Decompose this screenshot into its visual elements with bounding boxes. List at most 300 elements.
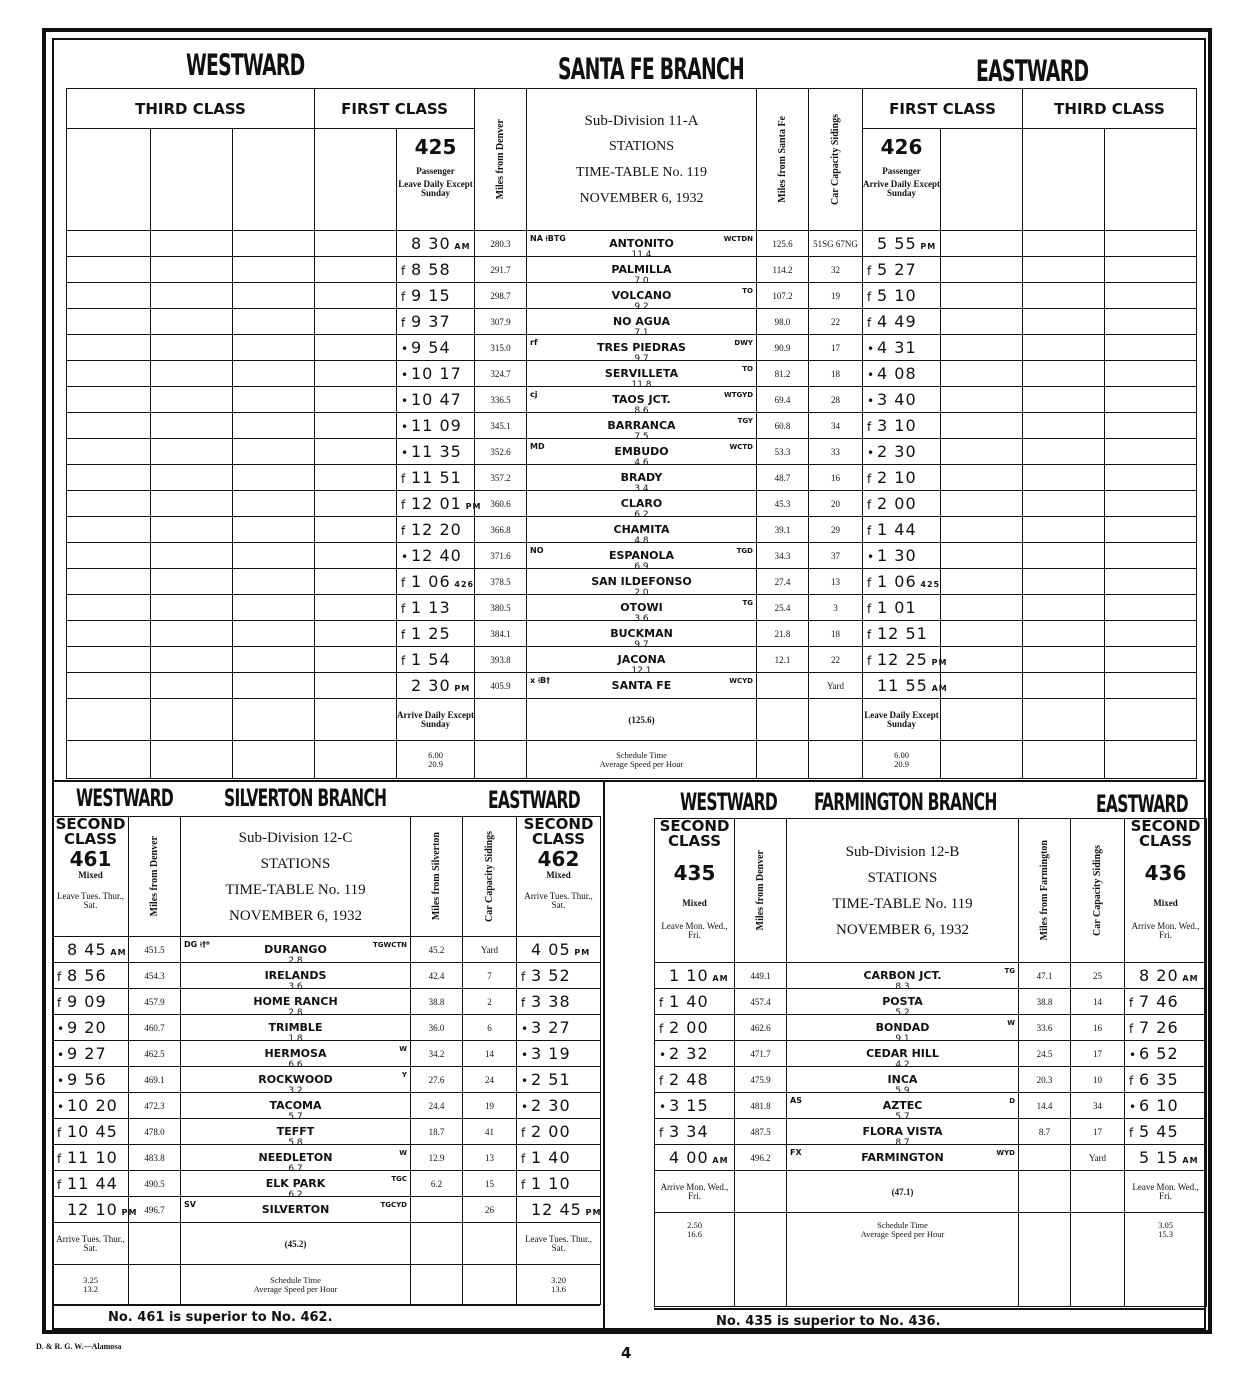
sv-arrive-note: Arrive Tues. Thur., Sat. xyxy=(524,891,593,910)
miles-from-denver: 481.8 xyxy=(735,1093,787,1119)
fm-arrive-footer: Arrive Mon. Wed., Fri. xyxy=(655,1171,735,1213)
table-row xyxy=(655,1067,1207,1093)
sf-subdivision: Sub-Division 11-A xyxy=(584,112,699,129)
santa-fe-title: SANTA FE BRANCH xyxy=(558,52,745,86)
sf-third-class-east: THIRD CLASS xyxy=(1023,89,1197,129)
fm-subdivision: Sub-Division 12-B xyxy=(845,843,960,860)
sf-arrive-note: Arrive Daily Except Sunday xyxy=(863,179,940,198)
siding-capacity: Yard xyxy=(1071,1145,1125,1171)
fm-speed-e: 15.3 xyxy=(1158,1229,1173,1239)
miles-from-santa-fe: 53.3 xyxy=(757,439,809,465)
station-name: OTOWI TG 3.6 xyxy=(527,595,757,621)
eastbound-time-e: 4 05 PM xyxy=(517,937,601,963)
miles-from-silverton xyxy=(411,1197,463,1223)
miles-from-denver: 487.5 xyxy=(735,1119,787,1145)
westbound-time-w: 8 30 AM xyxy=(397,231,475,257)
fm-leave-footer: Leave Mon. Wed., Fri. xyxy=(1125,1171,1207,1213)
westbound-time-w: • 9 27 xyxy=(53,1041,129,1067)
siding-capacity: 22 xyxy=(809,309,863,335)
sv-second-class-w: SECOND CLASS xyxy=(55,815,126,848)
sv-capacity-header: Car Capacity Sidings xyxy=(484,831,495,922)
miles-from-denver: 371.6 xyxy=(475,543,527,569)
siding-capacity: 34 xyxy=(1071,1093,1125,1119)
westbound-time-w: f 9 37 xyxy=(397,309,475,335)
station-name: NA ⟊BTG ANTONITO WCTDN 11.4 xyxy=(527,231,757,257)
westbound-time-w: f 1 13 xyxy=(397,595,475,621)
siding-capacity: 17 xyxy=(1071,1119,1125,1145)
station-name: VOLCANO TO 9.2 xyxy=(527,283,757,309)
miles-from-santa-fe: 45.3 xyxy=(757,491,809,517)
section-divider xyxy=(52,780,1206,782)
miles-from-santa-fe: 48.7 xyxy=(757,465,809,491)
station-name: MD EMBUDO WCTD 4.6 xyxy=(527,439,757,465)
station-name: BRADY 3.4 xyxy=(527,465,757,491)
eastbound-time-e: f 3 10 xyxy=(863,413,941,439)
siding-capacity: 18 xyxy=(809,621,863,647)
station-name: rf TRES PIEDRAS DWY 9.7 xyxy=(527,335,757,361)
miles-from-farmington: 8.7 xyxy=(1019,1119,1071,1145)
fm-capacity-header: Car Capacity Sidings xyxy=(1092,845,1103,936)
miles-from-santa-fe: 21.8 xyxy=(757,621,809,647)
sf-schedule-e: 6.00 xyxy=(894,749,909,760)
fm-leave-note: Leave Mon. Wed., Fri. xyxy=(661,921,728,940)
sf-speed-e: 20.9 xyxy=(894,758,909,769)
station-name: NO ESPANOLA TGD 6.9 xyxy=(527,543,757,569)
eastbound-time-e: 5 55 PM xyxy=(863,231,941,257)
eastbound-time-e: f 2 10 xyxy=(863,465,941,491)
siding-capacity: 51SG 67NG xyxy=(809,231,863,257)
santa-fe-timetable: THIRD CLASS FIRST CLASS Miles from Denver Sub-Division 11-A STATIONS TIME-TABLE No. 119 NOVEMBER 6, 1932 Miles from Santa Fe Car Capacity Sidings FIRST CLASS THIRD CLASS 425 Passenger Leave Daily Except Sunday 426 Passenger Arrive Daily Except Sunday 8 30 AM 280.3 NA ⟊BTG ANTONITO WCTDN 11.4 125.6 51SG 67NG 5 55 PM f 8 58 291.7 PALMILLA 7.0 114.2 32 f 5 27 f 9 15 298.7 VOLCANO TO 9.2 107.2 19 f 5 10 f 9 37 307.9 NO AGUA 7.1 98.0 22 f 4 49 • 9 54 315.0 rf TRES PIEDRAS DWY 9.7 90.9 17 • 4 31 • 10 17 324.7 SERVILLETA TO 11.8 81.2 18 • 4 08 • 10 47 336.5 cj TAOS JCT. WTGYD 8.6 69.4 28 • 3 40 • 11 09 345.1 BARRANCA TGY 7.5 60.8 34 f 3 10 • 11 35 352.6 MD EMBUDO WCTD 4.6 53.3 33 • 2 30 f 11 51 357.2 BRADY 3.4 48.7 16 f 2 10 f 12 01 PM 360.6 CLARO 6.2 45.3 20 f 2 00 f 12 20 366.8 CHAMITA 4.8 39.1 29 f 1 44 • 12 40 371.6 NO ESPANOLA TGD 6.9 34.3 37 • 1 30 f 1 06 426 378.5 SAN ILDEFONSO 2.0 27.4 13 f 1 06 425 f 1 13 380.5 OTOWI TG 3.6 25.4 3 f 1 01 f 1 25 384.1 BUCKMAN 9.7 21.8 18 f 12 51 f 1 54 393.8 JACONA 12.1 12.1 22 f 12 25 PM 2 30 PM 405.9 x ⟊B† SANTA FE WCYD Yard 11 55 AM Arrive Daily Except Sunday (125.6) Leave Daily Except Sunday 6.00 20.9 Schedule Time Average Speed per Hour 6.00 20.9 xyxy=(66,88,1197,779)
miles-from-silverton: 6.2 xyxy=(411,1171,463,1197)
table-row xyxy=(53,937,601,963)
miles-from-santa-fe: 81.2 xyxy=(757,361,809,387)
siding-capacity: 26 xyxy=(463,1197,517,1223)
station-name: SAN ILDEFONSO 2.0 xyxy=(527,569,757,595)
miles-from-denver: 471.7 xyxy=(735,1041,787,1067)
eastbound-time-e: f 2 00 xyxy=(863,491,941,517)
westbound-time-w: f 11 10 xyxy=(53,1145,129,1171)
sf-leave-note: Leave Daily Except Sunday xyxy=(398,179,473,198)
station-name: CEDAR HILL 4.2 xyxy=(787,1041,1019,1067)
miles-from-santa-fe: 27.4 xyxy=(757,569,809,595)
westbound-time-w: • 10 47 xyxy=(397,387,475,413)
sf-third-class-west: THIRD CLASS xyxy=(67,89,315,129)
miles-from-denver: 384.1 xyxy=(475,621,527,647)
sf-leave-footer: Leave Daily Except Sunday xyxy=(863,699,941,741)
sv-leave-note: Leave Tues. Thur., Sat. xyxy=(56,891,125,910)
station-name: BARRANCA TGY 7.5 xyxy=(527,413,757,439)
station-name: CHAMITA 4.8 xyxy=(527,517,757,543)
station-name: INCA 5.9 xyxy=(787,1067,1019,1093)
station-name: JACONA 12.1 xyxy=(527,647,757,673)
miles-from-denver: 475.9 xyxy=(735,1067,787,1093)
siding-capacity: Yard xyxy=(809,673,863,699)
miles-from-denver: 462.5 xyxy=(129,1041,181,1067)
westbound-time-w: f 3 34 xyxy=(655,1119,735,1145)
miles-from-farmington: 14.4 xyxy=(1019,1093,1071,1119)
miles-from-santa-fe: 107.2 xyxy=(757,283,809,309)
fm-timetable-no: TIME-TABLE No. 119 xyxy=(832,895,973,912)
sv-train-462: 462 xyxy=(537,847,580,871)
table-row xyxy=(67,569,1197,595)
siding-capacity: 25 xyxy=(1071,963,1125,989)
sf-total-miles: (125.6) xyxy=(527,699,757,741)
sf-schedule-w: 6.00 xyxy=(428,749,443,760)
sv-arrive-footer: Arrive Tues. Thur., Sat. xyxy=(53,1223,129,1265)
silverton-westward-heading: WESTWARD xyxy=(76,784,174,812)
eastbound-time-e: • 6 10 xyxy=(1125,1093,1207,1119)
westbound-time-w: • 12 40 xyxy=(397,543,475,569)
sf-capacity-header: Car Capacity Sidings xyxy=(809,89,863,231)
table-row xyxy=(53,1119,601,1145)
sf-arrive-footer: Arrive Daily Except Sunday xyxy=(397,699,475,741)
table-row xyxy=(67,517,1197,543)
miles-from-denver: 483.8 xyxy=(129,1145,181,1171)
miles-from-farmington: 33.6 xyxy=(1019,1015,1071,1041)
miles-from-silverton: 27.6 xyxy=(411,1067,463,1093)
siding-capacity: 13 xyxy=(463,1145,517,1171)
miles-from-silverton: 18.7 xyxy=(411,1119,463,1145)
miles-from-santa-fe xyxy=(757,673,809,699)
sv-second-class-e: SECOND CLASS xyxy=(523,815,594,848)
sf-miles-denver-header: Miles from Denver xyxy=(475,89,527,231)
fm-miles-farmington-header: Miles from Farmington xyxy=(1039,840,1050,941)
miles-from-denver: 469.1 xyxy=(129,1067,181,1093)
station-name: BONDAD W 9.1 xyxy=(787,1015,1019,1041)
table-row xyxy=(67,283,1197,309)
table-row xyxy=(67,491,1197,517)
westbound-time-w: f 12 01 PM xyxy=(397,491,475,517)
miles-from-denver: 478.0 xyxy=(129,1119,181,1145)
sf-stations-header xyxy=(527,89,757,231)
eastbound-time-e: f 1 01 xyxy=(863,595,941,621)
miles-from-denver: 457.4 xyxy=(735,989,787,1015)
miles-from-denver: 405.9 xyxy=(475,673,527,699)
siding-capacity: 32 xyxy=(809,257,863,283)
table-row xyxy=(53,963,601,989)
fm-schedule-e: 3.05 xyxy=(1158,1220,1173,1230)
miles-from-silverton: 12.9 xyxy=(411,1145,463,1171)
table-row xyxy=(655,1041,1207,1067)
miles-from-santa-fe: 98.0 xyxy=(757,309,809,335)
fm-miles-denver-header: Miles from Denver xyxy=(755,850,766,931)
fm-arrive-note: Arrive Mon. Wed., Fri. xyxy=(1131,921,1200,940)
eastbound-time-e: f 1 10 xyxy=(517,1171,601,1197)
siding-capacity: 22 xyxy=(809,647,863,673)
sv-date: NOVEMBER 6, 1932 xyxy=(229,907,362,924)
table-row xyxy=(67,361,1197,387)
page-number: 4 xyxy=(621,1344,632,1362)
station-name: HERMOSA W 6.6 xyxy=(181,1041,411,1067)
siding-capacity: 37 xyxy=(809,543,863,569)
siding-capacity: 3 xyxy=(809,595,863,621)
siding-capacity: 29 xyxy=(809,517,863,543)
table-row xyxy=(655,989,1207,1015)
table-row xyxy=(67,673,1197,699)
sv-train-461: 461 xyxy=(69,847,112,871)
sv-schedule-w: 3.25 xyxy=(83,1274,98,1285)
miles-from-silverton: 24.4 xyxy=(411,1093,463,1119)
fm-total-miles: (47.1) xyxy=(787,1171,1019,1213)
eastbound-time-e: f 6 35 xyxy=(1125,1067,1207,1093)
eastbound-time-e: • 3 27 xyxy=(517,1015,601,1041)
eastbound-time-e: f 1 06 425 xyxy=(863,569,941,595)
siding-capacity: 28 xyxy=(809,387,863,413)
fm-schedule-w: 2.50 xyxy=(687,1220,702,1230)
sv-speed-w: 13.2 xyxy=(83,1283,98,1294)
eastbound-time-e: f 4 49 xyxy=(863,309,941,335)
westbound-time-w: f 2 48 xyxy=(655,1067,735,1093)
table-row xyxy=(67,543,1197,569)
eastbound-time-e: • 3 19 xyxy=(517,1041,601,1067)
siding-capacity: 17 xyxy=(809,335,863,361)
fm-train-436: 436 xyxy=(1144,861,1187,885)
table-row xyxy=(655,1015,1207,1041)
westbound-time-w: 12 10 PM xyxy=(53,1197,129,1223)
farmington-title: FARMINGTON BRANCH xyxy=(814,788,997,816)
eastbound-time-e: f 3 52 xyxy=(517,963,601,989)
eastbound-time-e: 8 20 AM xyxy=(1125,963,1207,989)
siding-capacity: 17 xyxy=(1071,1041,1125,1067)
table-row xyxy=(53,989,601,1015)
siding-capacity: 20 xyxy=(809,491,863,517)
eastbound-time-e: f 5 45 xyxy=(1125,1119,1207,1145)
eastbound-time-e: f 12 25 PM xyxy=(863,647,941,673)
eastbound-time-e: • 2 30 xyxy=(517,1093,601,1119)
eastbound-time-e: • 4 08 xyxy=(863,361,941,387)
station-name: CARBON JCT. TG 8.3 xyxy=(787,963,1019,989)
table-row xyxy=(67,413,1197,439)
table-row xyxy=(67,309,1197,335)
miles-from-silverton: 42.4 xyxy=(411,963,463,989)
westbound-time-w: f 1 25 xyxy=(397,621,475,647)
miles-from-denver: 472.3 xyxy=(129,1093,181,1119)
miles-from-farmington: 24.5 xyxy=(1019,1041,1071,1067)
westbound-time-w: f 8 56 xyxy=(53,963,129,989)
miles-from-denver: 496.7 xyxy=(129,1197,181,1223)
station-name: cj TAOS JCT. WTGYD 8.6 xyxy=(527,387,757,413)
miles-from-silverton: 38.8 xyxy=(411,989,463,1015)
sv-schedule-e: 3.20 xyxy=(551,1274,566,1285)
sv-leave-footer: Leave Tues. Thur., Sat. xyxy=(517,1223,601,1265)
table-row xyxy=(53,1093,601,1119)
siding-capacity: 19 xyxy=(809,283,863,309)
westbound-time-w: f 1 40 xyxy=(655,989,735,1015)
station-name: FLORA VISTA 8.7 xyxy=(787,1119,1019,1145)
miles-from-santa-fe: 12.1 xyxy=(757,647,809,673)
station-name: CLARO 6.2 xyxy=(527,491,757,517)
silverton-timetable: SECOND CLASS 461 Mixed Leave Tues. Thur., Sat. Miles from Denver Sub-Division 12-C STATIONS TIME-TABLE No. 119 NOVEMBER 6, 1932 Miles from Silverton Car Capacity Sidings SECOND CLASS 462 Mixed Arrive Tues. Thur., Sat. 8 45 AM 451.5 DG ⟊†ᴮ DURANGO TGWCTN 2.8 45.2 Yard 4 05 PM f 8 56 454.3 IRELANDS 3.6 42.4 7 f 3 52 f 9 09 457.9 HOME RANCH 2.8 38.8 2 f 3 38 • 9 20 460.7 TRIMBLE 1.8 36.0 6 • 3 27 • 9 27 462.5 HERMOSA W 6.6 34.2 14 • 3 19 • 9 56 469.1 ROCKWOOD Y 3.2 27.6 24 • 2 51 • 10 20 472.3 TACOMA 5.7 24.4 19 • 2 30 f 10 45 478.0 TEFFT 5.8 18.7 41 f 2 00 f 11 10 483.8 NEEDLETON W 6.7 12.9 13 f 1 40 f 11 44 490.5 ELK PARK TGC 6.2 6.2 15 f 1 10 12 10 PM 496.7 SV SILVERTON TGCYD 26 12 45 PM Arrive Tues. Thur., Sat. (45.2) Leave Tues. Thur., Sat. 3.25 13.2 Schedule Time Average Speed per Hour 3.20 13.6 xyxy=(52,816,601,1305)
miles-from-denver: 352.6 xyxy=(475,439,527,465)
table-row xyxy=(655,1093,1207,1119)
siding-capacity: 19 xyxy=(463,1093,517,1119)
siding-capacity: 16 xyxy=(1071,1015,1125,1041)
miles-from-denver: 291.7 xyxy=(475,257,527,283)
miles-from-denver: 496.2 xyxy=(735,1145,787,1171)
siding-capacity: 24 xyxy=(463,1067,517,1093)
eastbound-time-e: 11 55 AM xyxy=(863,673,941,699)
miles-from-denver: 280.3 xyxy=(475,231,527,257)
station-name: ELK PARK TGC 6.2 xyxy=(181,1171,411,1197)
eastbound-time-e: • 1 30 xyxy=(863,543,941,569)
westbound-time-w: f 8 58 xyxy=(397,257,475,283)
sf-train-426: 426 xyxy=(880,135,923,159)
station-name: PALMILLA 7.0 xyxy=(527,257,757,283)
siding-capacity: 16 xyxy=(809,465,863,491)
miles-from-denver: 315.0 xyxy=(475,335,527,361)
table-row xyxy=(655,1145,1207,1171)
table-row xyxy=(67,387,1197,413)
westbound-time-w: f 1 06 426 xyxy=(397,569,475,595)
westbound-time-w: 1 10 AM xyxy=(655,963,735,989)
station-name: SV SILVERTON TGCYD xyxy=(181,1197,411,1223)
table-row xyxy=(67,647,1197,673)
sf-stations-label: STATIONS xyxy=(609,138,674,154)
station-name: TRIMBLE 1.8 xyxy=(181,1015,411,1041)
miles-from-denver: 393.8 xyxy=(475,647,527,673)
miles-from-denver: 360.6 xyxy=(475,491,527,517)
fm-date: NOVEMBER 6, 1932 xyxy=(836,921,969,938)
westbound-time-w: • 3 15 xyxy=(655,1093,735,1119)
eastbound-time-e: • 2 51 xyxy=(517,1067,601,1093)
miles-from-silverton: 34.2 xyxy=(411,1041,463,1067)
miles-from-farmington: 47.1 xyxy=(1019,963,1071,989)
miles-from-santa-fe: 69.4 xyxy=(757,387,809,413)
farmington-superior-note: No. 435 is superior to No. 436. xyxy=(716,1314,941,1329)
santa-fe-westward-heading: WESTWARD xyxy=(186,48,305,82)
siding-capacity: 2 xyxy=(463,989,517,1015)
eastbound-time-e: f 3 38 xyxy=(517,989,601,1015)
westbound-time-w: 8 45 AM xyxy=(53,937,129,963)
miles-from-denver: 336.5 xyxy=(475,387,527,413)
eastbound-time-e: f 1 44 xyxy=(863,517,941,543)
eastbound-time-e: f 7 46 xyxy=(1125,989,1207,1015)
miles-from-denver: 366.8 xyxy=(475,517,527,543)
miles-from-santa-fe: 39.1 xyxy=(757,517,809,543)
farmington-timetable: SECOND CLASS 435 Mixed Leave Mon. Wed., Fri. Miles from Denver Sub-Division 12-B STATIONS TIME-TABLE No. 119 NOVEMBER 6, 1932 Miles from Farmington Car Capacity Sidings SECOND CLASS 436 Mixed Arrive Mon. Wed., Fri. 1 10 AM 449.1 CARBON JCT. TG 8.3 47.1 25 8 20 AM f 1 40 457.4 POSTA 5.2 38.8 14 f 7 46 f 2 00 462.6 BONDAD W 9.1 33.6 16 f 7 26 • 2 32 471.7 CEDAR HILL 4.2 24.5 17 • 6 52 f 2 48 475.9 INCA 5.9 20.3 10 f 6 35 • 3 15 481.8 AS AZTEC D 5.7 14.4 34 • 6 10 f 3 34 487.5 FLORA VISTA 8.7 8.7 17 f 5 45 4 00 AM 496.2 FX FARMINGTON WYD Yard 5 15 AM Arrive Mon. Wed., Fri. (47.1) Leave Mon. Wed., Fri. 2.50 16.6 Schedule Time Average Speed per Hour 3.05 15.3 xyxy=(654,818,1207,1307)
westbound-time-w: • 9 56 xyxy=(53,1067,129,1093)
miles-from-silverton: 36.0 xyxy=(411,1015,463,1041)
table-row xyxy=(53,1041,601,1067)
fm-second-class-e: SECOND CLASS xyxy=(1130,817,1201,850)
siding-capacity: 34 xyxy=(809,413,863,439)
sf-timetable-no: TIME-TABLE No. 119 xyxy=(576,164,707,180)
westbound-time-w: f 1 54 xyxy=(397,647,475,673)
table-row xyxy=(53,1145,601,1171)
station-name: SERVILLETA TO 11.8 xyxy=(527,361,757,387)
miles-from-denver: 490.5 xyxy=(129,1171,181,1197)
miles-from-denver: 460.7 xyxy=(129,1015,181,1041)
farmington-westward-heading: WESTWARD xyxy=(680,788,778,816)
santa-fe-eastward-heading: EASTWARD xyxy=(976,54,1089,88)
westbound-time-w: f 12 20 xyxy=(397,517,475,543)
station-name: DG ⟊†ᴮ DURANGO TGWCTN 2.8 xyxy=(181,937,411,963)
miles-from-farmington: 20.3 xyxy=(1019,1067,1071,1093)
station-name: x ⟊B† SANTA FE WCYD xyxy=(527,673,757,699)
miles-from-denver: 457.9 xyxy=(129,989,181,1015)
westbound-time-w: 4 00 AM xyxy=(655,1145,735,1171)
westbound-time-w: f 9 15 xyxy=(397,283,475,309)
siding-capacity: 14 xyxy=(463,1041,517,1067)
station-name: ROCKWOOD Y 3.2 xyxy=(181,1067,411,1093)
westbound-time-w: • 10 20 xyxy=(53,1093,129,1119)
miles-from-denver: 298.7 xyxy=(475,283,527,309)
eastbound-time-e: f 7 26 xyxy=(1125,1015,1207,1041)
siding-capacity: 14 xyxy=(1071,989,1125,1015)
miles-from-santa-fe: 60.8 xyxy=(757,413,809,439)
station-name: POSTA 5.2 xyxy=(787,989,1019,1015)
station-name: TACOMA 5.7 xyxy=(181,1093,411,1119)
miles-from-santa-fe: 114.2 xyxy=(757,257,809,283)
siding-capacity: 7 xyxy=(463,963,517,989)
miles-from-denver: 462.6 xyxy=(735,1015,787,1041)
miles-from-denver: 357.2 xyxy=(475,465,527,491)
eastbound-time-e: • 4 31 xyxy=(863,335,941,361)
westbound-time-w: • 11 09 xyxy=(397,413,475,439)
westbound-time-w: • 10 17 xyxy=(397,361,475,387)
westbound-time-w: • 9 20 xyxy=(53,1015,129,1041)
center-divider xyxy=(603,782,605,1330)
station-name: IRELANDS 3.6 xyxy=(181,963,411,989)
station-name: BUCKMAN 9.7 xyxy=(527,621,757,647)
siding-capacity: 41 xyxy=(463,1119,517,1145)
siding-capacity: 18 xyxy=(809,361,863,387)
siding-capacity: 13 xyxy=(809,569,863,595)
eastbound-time-e: • 6 52 xyxy=(1125,1041,1207,1067)
station-name: NO AGUA 7.1 xyxy=(527,309,757,335)
fm-train-435: 435 xyxy=(673,861,716,885)
sv-timetable-no: TIME-TABLE No. 119 xyxy=(225,881,366,898)
table-row xyxy=(67,335,1197,361)
eastbound-time-e: • 2 30 xyxy=(863,439,941,465)
siding-capacity: 33 xyxy=(809,439,863,465)
silverton-eastward-heading: EASTWARD xyxy=(488,786,580,814)
miles-from-denver: 380.5 xyxy=(475,595,527,621)
miles-from-denver: 454.3 xyxy=(129,963,181,989)
siding-capacity: 10 xyxy=(1071,1067,1125,1093)
eastbound-time-e: • 3 40 xyxy=(863,387,941,413)
table-row xyxy=(53,1067,601,1093)
siding-capacity: 15 xyxy=(463,1171,517,1197)
miles-from-farmington: 38.8 xyxy=(1019,989,1071,1015)
westbound-time-w: f 2 00 xyxy=(655,1015,735,1041)
miles-from-silverton: 45.2 xyxy=(411,937,463,963)
fm-second-class-w: SECOND CLASS xyxy=(659,817,730,850)
eastbound-time-e: f 2 00 xyxy=(517,1119,601,1145)
sv-subdivision: Sub-Division 12-C xyxy=(238,829,353,846)
table-row xyxy=(67,595,1197,621)
table-row xyxy=(67,257,1197,283)
station-name: AS AZTEC D 5.7 xyxy=(787,1093,1019,1119)
westbound-time-w: 2 30 PM xyxy=(397,673,475,699)
westbound-time-w: • 11 35 xyxy=(397,439,475,465)
table-row xyxy=(53,1015,601,1041)
footer-publisher: D. & R. G. W.—Alamosa xyxy=(36,1342,122,1351)
miles-from-santa-fe: 34.3 xyxy=(757,543,809,569)
silverton-superior-note: No. 461 is superior to No. 462. xyxy=(108,1310,333,1325)
westbound-time-w: • 9 54 xyxy=(397,335,475,361)
westbound-time-w: f 9 09 xyxy=(53,989,129,1015)
silverton-title: SILVERTON BRANCH xyxy=(224,784,387,812)
sf-date: NOVEMBER 6, 1932 xyxy=(579,190,704,206)
farmington-rule xyxy=(654,1308,1206,1310)
sf-first-class-east: FIRST CLASS xyxy=(863,89,1023,129)
siding-capacity: Yard xyxy=(463,937,517,963)
miles-from-denver: 324.7 xyxy=(475,361,527,387)
miles-from-denver: 451.5 xyxy=(129,937,181,963)
fm-speed-w: 16.6 xyxy=(687,1229,702,1239)
sf-first-class-west: FIRST CLASS xyxy=(315,89,475,129)
